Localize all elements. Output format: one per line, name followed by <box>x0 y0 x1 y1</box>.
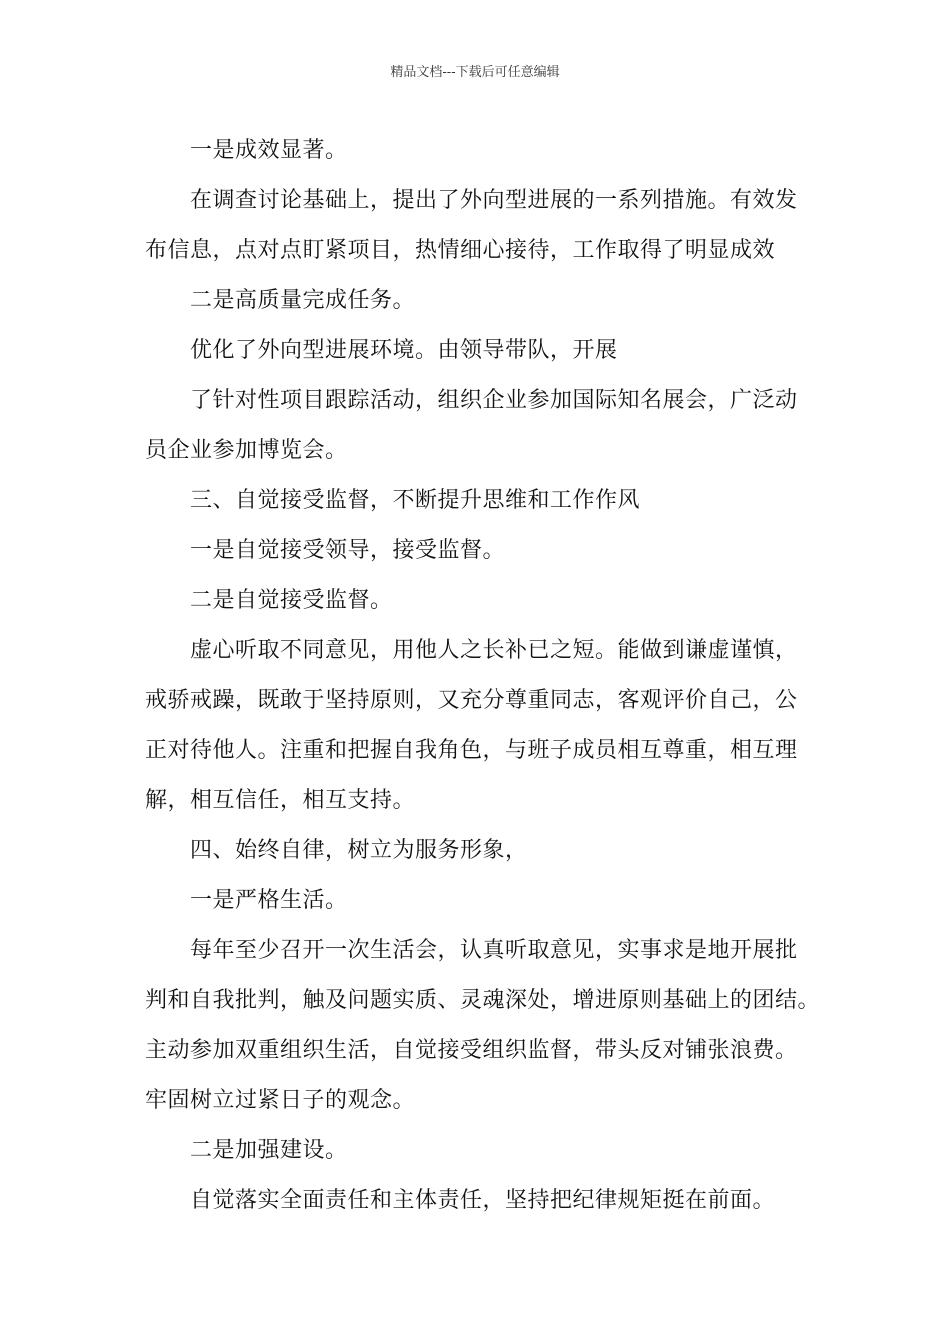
text-line: 每年至少召开一次生活会，认真听取意见，实事求是地开展批 <box>190 938 798 963</box>
text-line: 了针对性项目跟踪活动，组织企业参加国际知名展会，广泛动 <box>190 388 798 413</box>
text-line: 二是自觉接受监督。 <box>190 588 393 613</box>
text-line: 一是自觉接受领导，接受监督。 <box>190 538 506 563</box>
text-line: 牢固树立过紧日子的观念。 <box>145 1088 416 1113</box>
page-header: 精品文档---下载后可任意编辑 <box>390 65 560 80</box>
text-line: 在调查讨论基础上，提出了外向型进展的一系列措施。有效发 <box>190 188 798 213</box>
text-line: 主动参加双重组织生活，自觉接受组织监督，带头反对铺张浪费。 <box>145 1038 798 1063</box>
text-line: 四、始终自律，树立为服务形象， <box>190 838 528 863</box>
text-line: 优化了外向型进展环境。由领导带队，开展 <box>190 338 618 363</box>
text-line: 二是高质量完成任务。 <box>190 288 416 313</box>
text-line: 判和自我批判，触及问题实质、灵魂深处，增进原则基础上的团结。 <box>145 988 821 1013</box>
text-line: 戒骄戒躁，既敢于坚持原则，又充分尊重同志，客观评价自己，公 <box>145 688 798 713</box>
text-line: 布信息，点对点盯紧项目，热情细心接待，工作取得了明显成效 <box>145 238 776 263</box>
text-line: 员企业参加博览会。 <box>145 438 348 463</box>
text-line: 二是加强建设。 <box>190 1138 348 1163</box>
document-body <box>145 126 825 1226</box>
text-line: 解，相互信任，相互支持。 <box>145 788 416 813</box>
text-line: 一是成效显著。 <box>190 138 348 163</box>
text-line: 三、自觉接受监督，不断提升思维和工作作风 <box>190 488 641 513</box>
text-line: 自觉落实全面责任和主体责任，坚持把纪律规矩挺在前面。 <box>190 1188 776 1213</box>
text-line: 一是严格生活。 <box>190 888 348 913</box>
text-line: 虚心听取不同意见，用他人之长补已之短。能做到谦虚谨慎， <box>190 638 798 663</box>
text-line: 正对待他人。注重和把握自我角色，与班子成员相互尊重，相互理 <box>145 738 798 763</box>
